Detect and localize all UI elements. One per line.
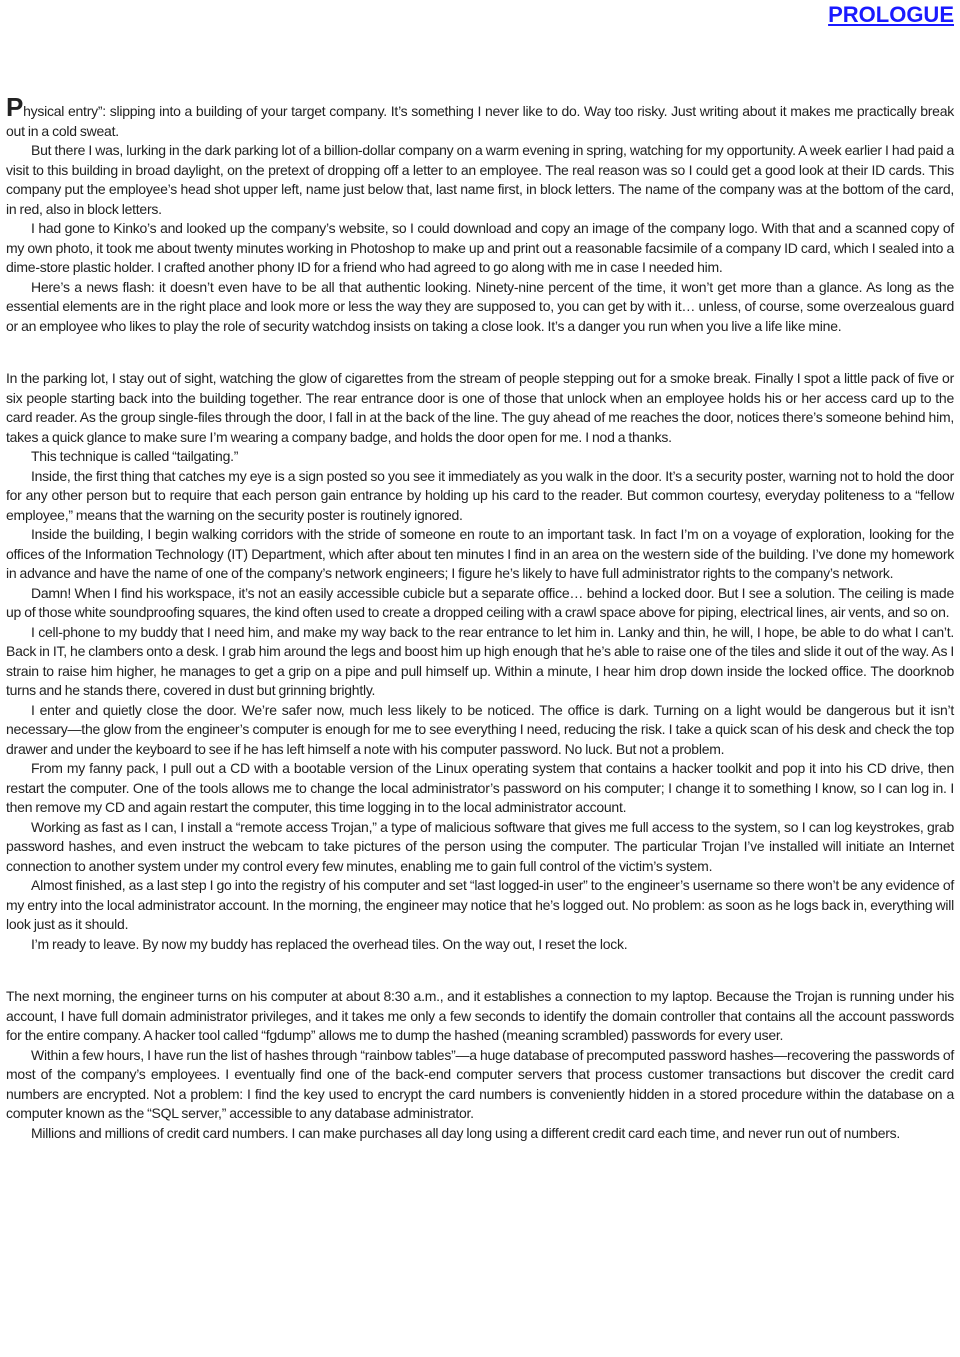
paragraph-text: Millions and millions of credit card numbers. I can make purchases all day long using a different credit card each time, and never run out of numbers.	[31, 1124, 901, 1141]
paragraph-text: From my fanny pack, I pull out a CD with a bootable version of the Linux operating system that contains a hacker toolkit and pop it into his CD drive, then restart the computer. One of the tools allows me to change the local administrator’s password on his computer; I change it to something I know, so I can log in. I then remove my CD and again restart the computer, this time logging in to the local administrator account.	[6, 760, 954, 815]
paragraph	[6, 92, 954, 141]
paragraph	[6, 818, 954, 877]
paragraph-text: Inside, the first thing that catches my eye is a sign posted so you see it immediately as you walk in the door. It’s a security poster, warning not to hold the door for any other person but to require that each person gain entrance by holding up his card to the reader. But common courtesy, everyday politeness to a “fellow employee,” means that the warning on the security poster is routinely ignored.	[6, 467, 954, 523]
paragraph	[6, 141, 954, 219]
paragraph-text: In the parking lot, I stay out of sight, watching the glow of cigarettes from the stream of people stepping out for a smoke break. Finally I spot a little pack of five or six people starting back into the building together. The rear entrance door is one of those that unlock when an employee holds his or her access card up to the card reader. As the group single-files through the door, I fall in at the back of the line. The guy ahead of me reaches the door, notices there’s someone behind him, takes a quick glance to make sure I’m wearing a company badge, and holds the door open for me. I nod a thanks.	[6, 370, 954, 445]
paragraph	[6, 584, 954, 623]
paragraph	[6, 623, 954, 701]
paragraph	[6, 876, 954, 935]
paragraph	[6, 278, 954, 337]
paragraph	[6, 369, 954, 447]
paragraph-text: Inside the building, I begin walking corridors with the stride of someone en route to an important task. In fact I’m on a voyage of exploration, looking for the offices of the Information Technology (IT) Department, which after about ten minutes I find in an area on the western side of the building. I’ve done my homework in advance and have the name of one of the company’s network engineers; I figure he’s likely to have full administrator rights to the company’s network.	[6, 526, 954, 581]
section-break	[6, 336, 954, 369]
paragraph	[6, 935, 954, 955]
prologue-body	[6, 92, 954, 1143]
paragraph-text: This technique is called “tailgating.”	[31, 448, 239, 464]
paragraph-text: Working as fast as I can, I install a “remote access Trojan,” a type of malicious software that gives me full access to the system, so I can log keystrokes, grab password hashes, and even instruct the webcam to take pictures of the person using the computer. The particular Trojan I’ve installed will initiate an Internet connection to another system under my control every few minutes, enabling me to gain full control of the victim’s system.	[6, 818, 954, 874]
paragraph-text: But there I was, lurking in the dark parking lot of a billion-dollar company on a warm evening in spring, watching for my opportunity. A week earlier I had paid a visit to this building in broad daylight, on the pretext of dropping off a letter to an employee. The real reason was so I could get a good look at their ID cards. This company put the employee’s head shot upper left, name just below that, last name first, in block letters. The name of the company was at the bottom of the card, in red, also in block letters.	[6, 142, 954, 217]
paragraph-text: Within a few hours, I have run the list of hashes through “rainbow tables”—a huge database of precomputed password hashes—recovering the passwords of most of the company’s employees. I eventually find one of the back-end computer servers that process customer transactions but discover the credit card numbers are encrypted. Not a problem: I find the key used to encrypt the card numbers is conveniently hidden in a stored procedure within the database on a computer known as the “SQL server,” accessible to any database administrator.	[6, 1046, 954, 1121]
paragraph-text: The next morning, the engineer turns on his computer at about 8:30 a.m., and it establishes a connection to my laptop. Because the Trojan is running under his account, I have full domain administrator privileges, and it takes me only a few seconds to identify the domain controller that contains all the account passwords for the entire company. A hacker tool called “fgdump” allows me to dump the hashed (meaning scrambled) passwords for every user.	[6, 988, 954, 1043]
paragraph	[6, 701, 954, 760]
section-break	[6, 954, 954, 987]
drop-cap: P	[6, 92, 24, 122]
prologue-link[interactable]: PROLOGUE	[828, 2, 954, 27]
paragraph-text: Almost finished, as a last step I go into the registry of his computer and set “last logged-in user” to the engineer’s username so there won’t be any evidence of my entry into the local administrator account. In the morning, the engineer may notice that he’s logged out. No problem: as soon as he logs back in, everything will look just as it should.	[6, 877, 954, 932]
paragraph-text: Damn! When I find his workspace, it’s not an easily accessible cubicle but a separate office… behind a locked door. But I see a solution. The ceiling is made up of those white soundproofing squares, the kind often used to create a dropped ceiling with a crawl space above for piping, electrical lines, air vents, and so on.	[6, 584, 954, 620]
paragraph	[6, 525, 954, 584]
paragraph-text: Here’s a news flash: it doesn’t even have to be all that authentic looking. Ninety-nine percent of the time, it won’t get more than a glance. As long as the essential elements are in the right place and look more or less the way they are supposed to, you can get by with it… unless, of course, some overzealous guard or an employee who likes to play the role of security watchdog insists on taking a close look. It’s a danger you run when you live a life like mine.	[6, 278, 954, 334]
paragraph	[6, 447, 954, 467]
paragraph	[6, 1046, 954, 1124]
paragraph-text: I cell-phone to my buddy that I need him, and make my way back to the rear entrance to let him in. Lanky and thin, he will, I hope, be able to do what I can’t. Back in IT, he clambers onto a desk. I grab him around the legs and boost him up high enough that he’s able to raise one of the tiles and slide it out of the way. As I strain to raise him higher, he manages to get a grip on a pipe and pull himself up. Within a minute, I hear him drop down inside the locked office. The doorknob turns and he stands there, covered in dust but grinning brightly.	[6, 623, 954, 698]
paragraph-text: I had gone to Kinko’s and looked up the company’s website, so I could download and copy an image of the company logo. With that and a scanned copy of my own photo, it took me about twenty minutes working in Photoshop to make up and print out a reasonable facsimile of a company ID card, which I sealed into a dime-store plastic holder. I crafted another phony ID for a friend who had agreed to go along with me in case I needed him.	[6, 220, 954, 275]
paragraph-text: I enter and quietly close the door. We’re safer now, much less likely to be noticed. The office is dark. Turning on a light would be dangerous but it isn’t necessary—the glow from the engineer’s computer is enough for me to see everything I need, reducing the risk. I take a quick scan of his desk and check the top drawer and under the keyboard to see if he has left himself a note with his computer password. No luck. But not a problem.	[6, 701, 954, 757]
paragraph-text: I’m ready to leave. By now my buddy has replaced the overhead tiles. On the way out, I reset the lock.	[31, 935, 628, 952]
paragraph	[6, 759, 954, 818]
paragraph	[6, 987, 954, 1046]
paragraph	[6, 219, 954, 278]
paragraph	[6, 1124, 954, 1144]
paragraph-text: hysical entry”: slipping into a building of your target company. It’s something I never like to do. Way too risky. Just writing about it makes me practically break out in a cold sweat.	[6, 103, 954, 139]
paragraph	[6, 467, 954, 526]
